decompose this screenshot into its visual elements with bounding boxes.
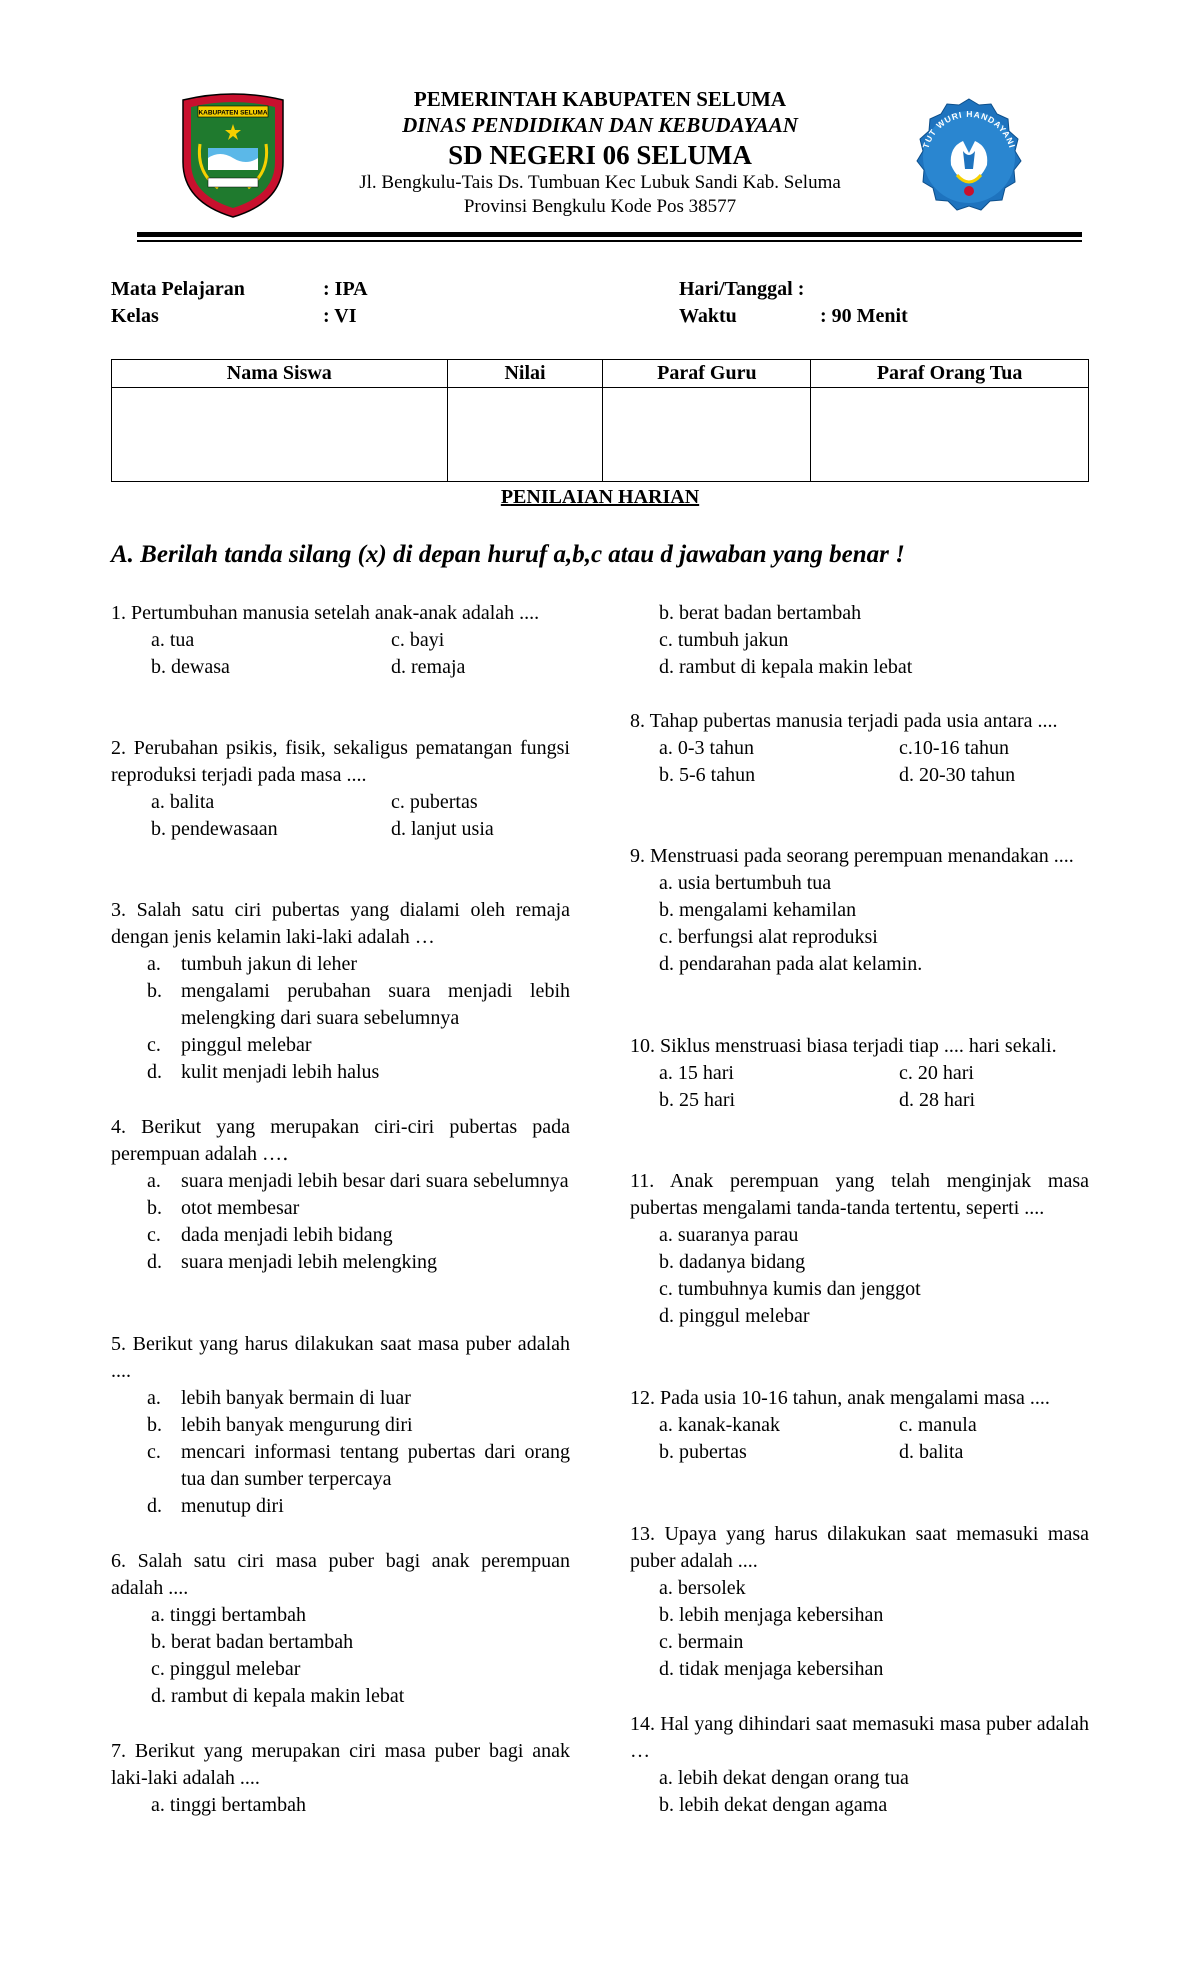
option-c[interactable]: c. pubertas bbox=[391, 791, 478, 813]
question-4 bbox=[111, 1114, 570, 1276]
time-value: : 90 Menit bbox=[820, 305, 908, 327]
question-text: 9. Menstruasi pada seorang perempuan menandakan .... bbox=[630, 845, 1074, 867]
question-text: 1. Pertumbuhan manusia setelah anak-anak adalah .... bbox=[111, 602, 540, 624]
section-instruction: A. Berilah tanda silang (x) di depan huruf a,b,c atau d jawaban yang benar ! bbox=[111, 541, 905, 568]
question-text: 7. Berikut yang merupakan ciri masa puber bagi anak laki-laki adalah .... bbox=[111, 1740, 570, 1789]
question-10 bbox=[630, 1033, 1089, 1114]
question-13 bbox=[630, 1521, 1089, 1683]
option-c[interactable]: c. mencari informasi tentang pubertas dari orang tua dan sumber terpercaya bbox=[147, 1441, 570, 1490]
option-c[interactable]: c. bermain bbox=[659, 1631, 744, 1653]
score-cell[interactable] bbox=[447, 388, 603, 482]
option-a[interactable]: a. usia bertumbuh tua bbox=[659, 872, 832, 894]
option-a[interactable]: a. tinggi bertambah bbox=[151, 1604, 306, 1626]
option-a[interactable]: a. 0-3 tahun bbox=[659, 737, 754, 759]
question-12 bbox=[630, 1385, 1089, 1466]
class-value: : VI bbox=[323, 305, 357, 327]
question-text: 13. Upaya yang harus dilakukan saat memasuki masa puber adalah .... bbox=[630, 1523, 1089, 1572]
letterhead-divider-thick bbox=[137, 232, 1082, 237]
option-a[interactable]: a. balita bbox=[151, 791, 215, 813]
option-a[interactable]: a. tumbuh jakun di leher bbox=[147, 953, 358, 975]
question-2 bbox=[111, 735, 570, 843]
question-text: 5. Berikut yang harus dilakukan saat masa puber adalah .... bbox=[111, 1333, 570, 1382]
option-b[interactable]: b. lebih menjaga kebersihan bbox=[659, 1604, 884, 1626]
option-c[interactable]: c. dada menjadi lebih bidang bbox=[147, 1224, 393, 1246]
header-student-name: Nama Siswa bbox=[112, 360, 448, 388]
class-label: Kelas bbox=[111, 305, 159, 327]
exam-title: PENILAIAN HARIAN bbox=[500, 486, 700, 508]
question-text: 2. Perubahan psikis, fisik, sekaligus pematangan fungsi reproduksi terjadi pada masa .... bbox=[111, 737, 570, 786]
option-b[interactable]: b. dewasa bbox=[151, 656, 230, 678]
option-a[interactable]: a. lebih banyak bermain di luar bbox=[147, 1387, 411, 1409]
question-text: 4. Berikut yang merupakan ciri-ciri pubertas pada perempuan adalah …․ bbox=[111, 1116, 570, 1165]
option-b[interactable]: b. berat badan bertambah bbox=[659, 602, 862, 624]
question-3 bbox=[111, 897, 570, 1086]
kabupaten-seluma-logo bbox=[178, 92, 288, 220]
option-b[interactable]: b. berat badan bertambah bbox=[151, 1631, 354, 1653]
option-b[interactable]: b. 5-6 tahun bbox=[659, 764, 756, 786]
question-6 bbox=[111, 1548, 570, 1710]
header-parent-sign: Paraf Orang Tua bbox=[811, 360, 1089, 388]
option-c[interactable]: c. pinggul melebar bbox=[147, 1034, 312, 1056]
question-text: 6. Salah satu ciri masa puber bagi anak perempuan adalah .... bbox=[111, 1550, 570, 1599]
option-c[interactable]: c.10-16 tahun bbox=[899, 737, 1009, 759]
letterhead-divider-thin bbox=[137, 240, 1082, 242]
header-address: Jl. Bengkulu-Tais Ds. Tumbuan Kec Lubuk Sandi Kab. Seluma bbox=[359, 172, 841, 193]
option-c[interactable]: c. bayi bbox=[391, 629, 445, 651]
question-1 bbox=[111, 600, 570, 681]
option-b[interactable]: b. lebih dekat dengan agama bbox=[659, 1794, 888, 1816]
header-government: PEMERINTAH KABUPATEN SELUMA bbox=[413, 87, 787, 111]
question-text: 12. Pada usia 10-16 tahun, anak mengalami masa .... bbox=[630, 1387, 1050, 1409]
parent-sign-cell[interactable] bbox=[811, 388, 1089, 482]
option-a[interactable]: a. suaranya parau bbox=[659, 1224, 799, 1246]
option-a[interactable]: a. bersolek bbox=[659, 1577, 746, 1599]
header-school-name: SD NEGERI 06 SELUMA bbox=[448, 140, 752, 170]
option-b[interactable]: b. pendewasaan bbox=[151, 818, 278, 840]
header-score: Nilai bbox=[447, 360, 603, 388]
option-b[interactable]: b. pubertas bbox=[659, 1441, 747, 1463]
teacher-sign-cell[interactable] bbox=[603, 388, 811, 482]
tut-wuri-handayani-logo bbox=[905, 95, 1033, 223]
header-province: Provinsi Bengkulu Kode Pos 38577 bbox=[463, 196, 737, 217]
option-d[interactable]: d. lanjut usia bbox=[391, 818, 494, 840]
header-department: DINAS PENDIDIKAN DAN KEBUDAYAAN bbox=[402, 113, 798, 137]
question-8 bbox=[630, 708, 1089, 789]
option-b[interactable]: b. dadanya bidang bbox=[659, 1251, 806, 1273]
option-d[interactable]: d. pendarahan pada alat kelamin. bbox=[659, 953, 923, 975]
option-b[interactable]: b. 25 hari bbox=[659, 1089, 736, 1111]
question-9 bbox=[630, 843, 1089, 978]
question-text: 8. Tahap pubertas manusia terjadi pada usia antara .... bbox=[630, 710, 1058, 732]
option-a[interactable]: a. tinggi bertambah bbox=[151, 1794, 306, 1816]
question-7 bbox=[111, 1738, 570, 1819]
option-d[interactable]: d. pinggul melebar bbox=[659, 1305, 810, 1327]
option-a[interactable]: a. lebih dekat dengan orang tua bbox=[659, 1767, 909, 1789]
header-teacher-sign: Paraf Guru bbox=[603, 360, 811, 388]
option-d[interactable]: d. 20-30 tahun bbox=[899, 764, 1016, 786]
option-b[interactable]: b. lebih banyak mengurung diri bbox=[147, 1414, 413, 1436]
option-a[interactable]: a. suara menjadi lebih besar dari suara sebelumnya bbox=[147, 1170, 569, 1192]
score-table bbox=[111, 359, 1089, 482]
option-b[interactable]: b. mengalami kehamilan bbox=[659, 899, 857, 921]
option-a[interactable]: a. 15 hari bbox=[659, 1062, 734, 1084]
option-d[interactable]: d. suara menjadi lebih melengking bbox=[147, 1251, 438, 1273]
option-c[interactable]: c. tumbuh jakun bbox=[659, 629, 789, 651]
question-text: 11. Anak perempuan yang telah menginjak masa pubertas mengalami tanda-tanda tertentu, seperti .... bbox=[630, 1170, 1089, 1219]
option-a[interactable]: a. kanak-kanak bbox=[659, 1414, 781, 1436]
question-14 bbox=[630, 1711, 1089, 1819]
subject-value: : IPA bbox=[323, 278, 368, 300]
time-label: Waktu bbox=[679, 305, 737, 327]
option-d[interactable]: d. rambut di kepala makin lebat bbox=[151, 1685, 405, 1707]
option-d[interactable]: d. balita bbox=[899, 1441, 964, 1463]
student-name-cell[interactable] bbox=[112, 388, 448, 482]
option-d[interactable]: d. 28 hari bbox=[899, 1089, 976, 1111]
option-a[interactable]: a. tua bbox=[151, 629, 195, 651]
option-b[interactable]: b. otot membesar bbox=[147, 1197, 300, 1219]
question-11 bbox=[630, 1168, 1089, 1330]
option-c[interactable]: c. pinggul melebar bbox=[151, 1658, 301, 1680]
question-text: 3. Salah satu ciri pubertas yang dialami oleh remaja dengan jenis kelamin laki-laki adalah … bbox=[111, 899, 570, 948]
svg-text:KABUPATEN SELUMA: KABUPATEN SELUMA bbox=[198, 109, 268, 117]
option-d[interactable]: d. tidak menjaga kebersihan bbox=[659, 1658, 884, 1680]
option-c[interactable]: c. 20 hari bbox=[899, 1062, 974, 1084]
question-text: 10. Siklus menstruasi biasa terjadi tiap .... hari sekali. bbox=[630, 1035, 1057, 1057]
question-text: 14. Hal yang dihindari saat memasuki masa puber adalah … bbox=[630, 1713, 1089, 1762]
svg-text:TUT WURI HANDAYANI: TUT WURI HANDAYANI bbox=[920, 108, 1018, 150]
option-c[interactable]: c. manula bbox=[899, 1414, 977, 1436]
day-date-label: Hari/Tanggal : bbox=[679, 278, 805, 300]
option-d[interactable]: d. remaja bbox=[391, 656, 466, 678]
option-d[interactable]: d. menutup diri bbox=[147, 1495, 284, 1517]
option-c[interactable]: c. berfungsi alat reproduksi bbox=[659, 926, 878, 948]
question-5 bbox=[111, 1331, 570, 1520]
option-d[interactable]: d. kulit menjadi lebih halus bbox=[147, 1061, 380, 1083]
option-d[interactable]: d. rambut di kepala makin lebat bbox=[659, 656, 913, 678]
option-b[interactable]: b. mengalami perubahan suara menjadi lebih melengking dari suara sebelumnya bbox=[147, 980, 570, 1029]
subject-label: Mata Pelajaran bbox=[111, 278, 245, 300]
option-c[interactable]: c. tumbuhnya kumis dan jenggot bbox=[659, 1278, 921, 1300]
question-7-continued bbox=[630, 600, 1089, 681]
